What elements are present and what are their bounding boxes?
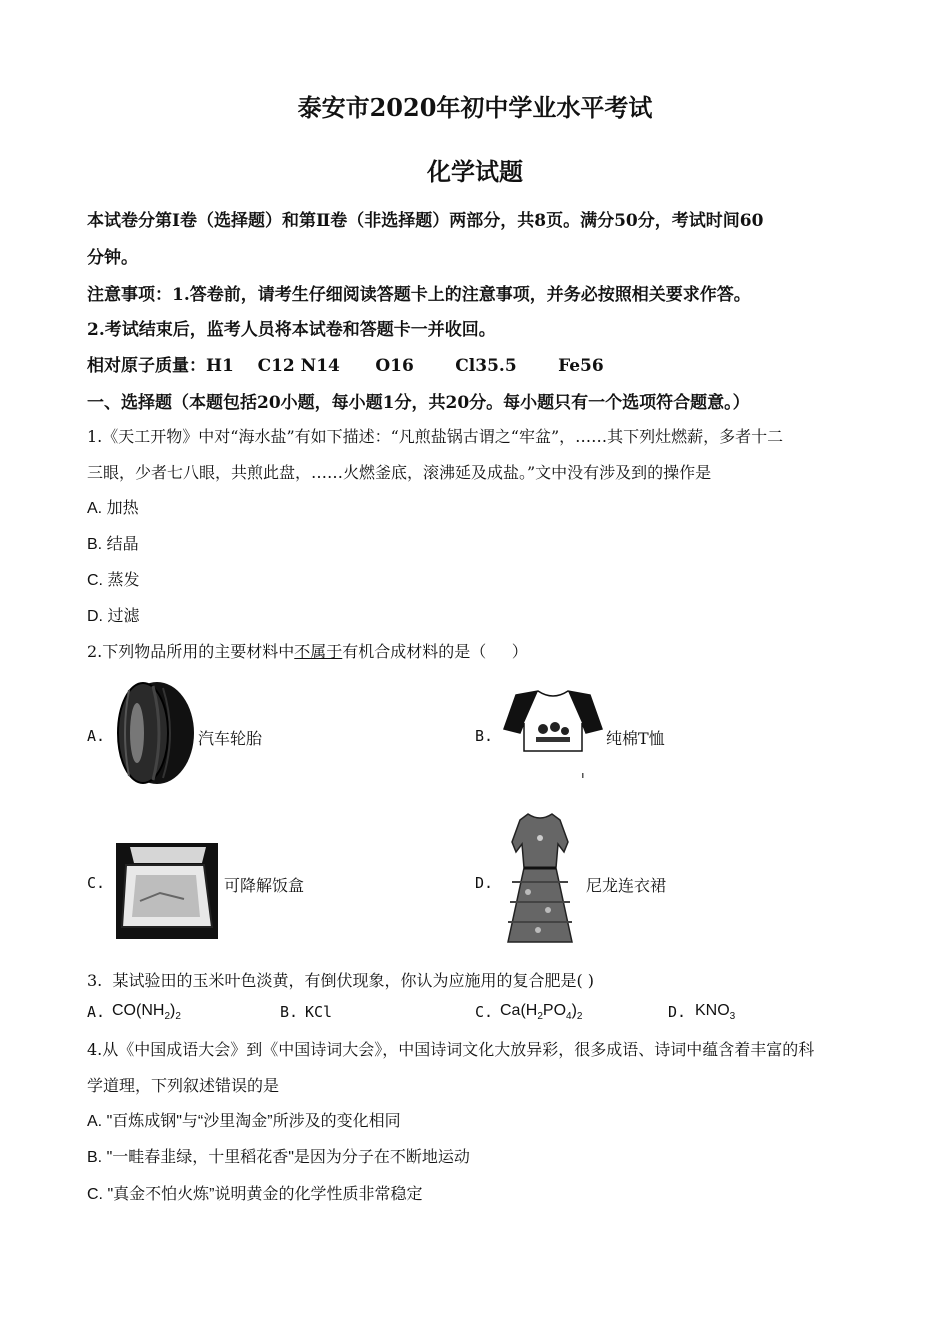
- q2-stem: [87, 639, 528, 662]
- q3-c-part1: Ca(H: [500, 1002, 538, 1019]
- q2-option-a-label: A.: [87, 727, 106, 745]
- exam-title: 泰安市2020年初中学业水平考试: [297, 93, 653, 122]
- q3-a-sub1: 2: [164, 1011, 170, 1023]
- q3-d-part1: KNO: [695, 1002, 730, 1019]
- q1-stem-line-2: 三眼，少者七八眼，共煎此盘，……火燃釜底，滚沸延及成盐。”文中没有涉及到的操作是: [87, 463, 712, 482]
- q1-stem-line-1: 1.《天工开物》中对“海水盐”有如下描述：“凡煎盐锅古谓之“牢盆”，……其下列灶燃薪，多者十二: [87, 427, 784, 446]
- q3-stem: 3. 某试验田的玉米叶色淡黄，有倒伏现象，你认为应施用的复合肥是( ): [87, 971, 595, 990]
- lunchbox-image: [116, 843, 218, 939]
- q3-option-c-label: C.: [475, 1003, 494, 1021]
- intro-line-2: 分钟。: [87, 248, 138, 268]
- q2-option-b-caption: 纯棉T恤: [606, 729, 665, 748]
- q1-option-c: C. 蒸发: [87, 572, 140, 589]
- q3-option-b-label: B.: [280, 1003, 299, 1021]
- q3-option-b-value: KCl: [305, 1003, 333, 1021]
- q2-stem-post: 有机合成材料的是（ ）: [342, 642, 528, 661]
- q3-c-sub2: 4: [566, 1011, 572, 1023]
- q3-option-d-label: D.: [668, 1003, 687, 1021]
- q4-stem-line-1: 4.从《中国成语大会》到《中国诗词大会》，中国诗词文化大放异彩，很多成语、诗词中蕴含着丰富的科: [87, 1040, 815, 1059]
- q3-option-d-formula: [695, 1002, 735, 1022]
- q4-option-b: B. "一畦春韭绿，十里稻花香"是因为分子在不断地运动: [87, 1149, 470, 1166]
- q3-c-sub3: 2: [576, 1011, 583, 1023]
- q2-option-b-label: B.: [475, 727, 494, 745]
- tire-image: [113, 680, 195, 786]
- q2-stem-underlined: 不属于: [294, 642, 343, 661]
- q3-c-part2: PO: [542, 1002, 567, 1019]
- q4-stem-line-2: 学道理，下列叙述错误的是: [87, 1076, 280, 1095]
- notes-line-2: 2.考试结束后，监考人员将本试卷和答题卡一并收回。: [87, 320, 496, 340]
- q1-option-a: A. 加热: [87, 500, 139, 517]
- q3-a-sub2: 2: [175, 1011, 181, 1023]
- q2-stem-pre: 2.下列物品所用的主要材料中: [87, 642, 295, 661]
- q3-option-c-formula: [500, 1002, 582, 1022]
- dress-image: [498, 812, 582, 944]
- q3-option-a-label: A.: [87, 1003, 106, 1021]
- q2-option-c-caption: 可降解饭盒: [224, 876, 305, 895]
- tshirt-image: [502, 689, 604, 781]
- q2-option-d-caption: 尼龙连衣裙: [586, 876, 667, 895]
- q3-c-part3: ): [571, 1002, 577, 1019]
- q3-a-part2: ): [170, 1002, 176, 1019]
- q1-option-d: D. 过滤: [87, 608, 140, 625]
- q3-a-part1: CO(NH: [112, 1002, 165, 1019]
- q2-option-d-label: D.: [475, 874, 494, 892]
- intro-line-1: 本试卷分第Ⅰ卷（选择题）和第Ⅱ卷（非选择题）两部分，共8页。满分50分，考试时间60: [87, 211, 764, 231]
- atomic-mass-line: 相对原子质量：H1 C12 N14 O16 Cl35.5 Fe56: [87, 356, 604, 376]
- q4-option-a: A. "百炼成钢"与“沙里淘金”所涉及的变化相同: [87, 1113, 401, 1130]
- exam-subtitle: 化学试题: [427, 157, 523, 186]
- section-heading: 一、选择题（本题包括20小题，每小题1分，共20分。每小题只有一个选项符合题意。）: [87, 393, 750, 413]
- q2-option-c-label: C.: [87, 874, 106, 892]
- q1-option-b: B. 结晶: [87, 536, 139, 553]
- notes-line-1: 注意事项：1.答卷前，请考生仔细阅读答题卡上的注意事项，并务必按照相关要求作答。: [87, 285, 751, 305]
- q3-d-sub1: 3: [729, 1011, 736, 1023]
- q4-option-c: C. "真金不怕火炼”说明黄金的化学性质非常稳定: [87, 1186, 423, 1203]
- q3-c-sub1: 2: [537, 1011, 543, 1023]
- q2-option-a-caption: 汽车轮胎: [198, 729, 263, 748]
- q3-option-a-formula: [112, 1002, 181, 1022]
